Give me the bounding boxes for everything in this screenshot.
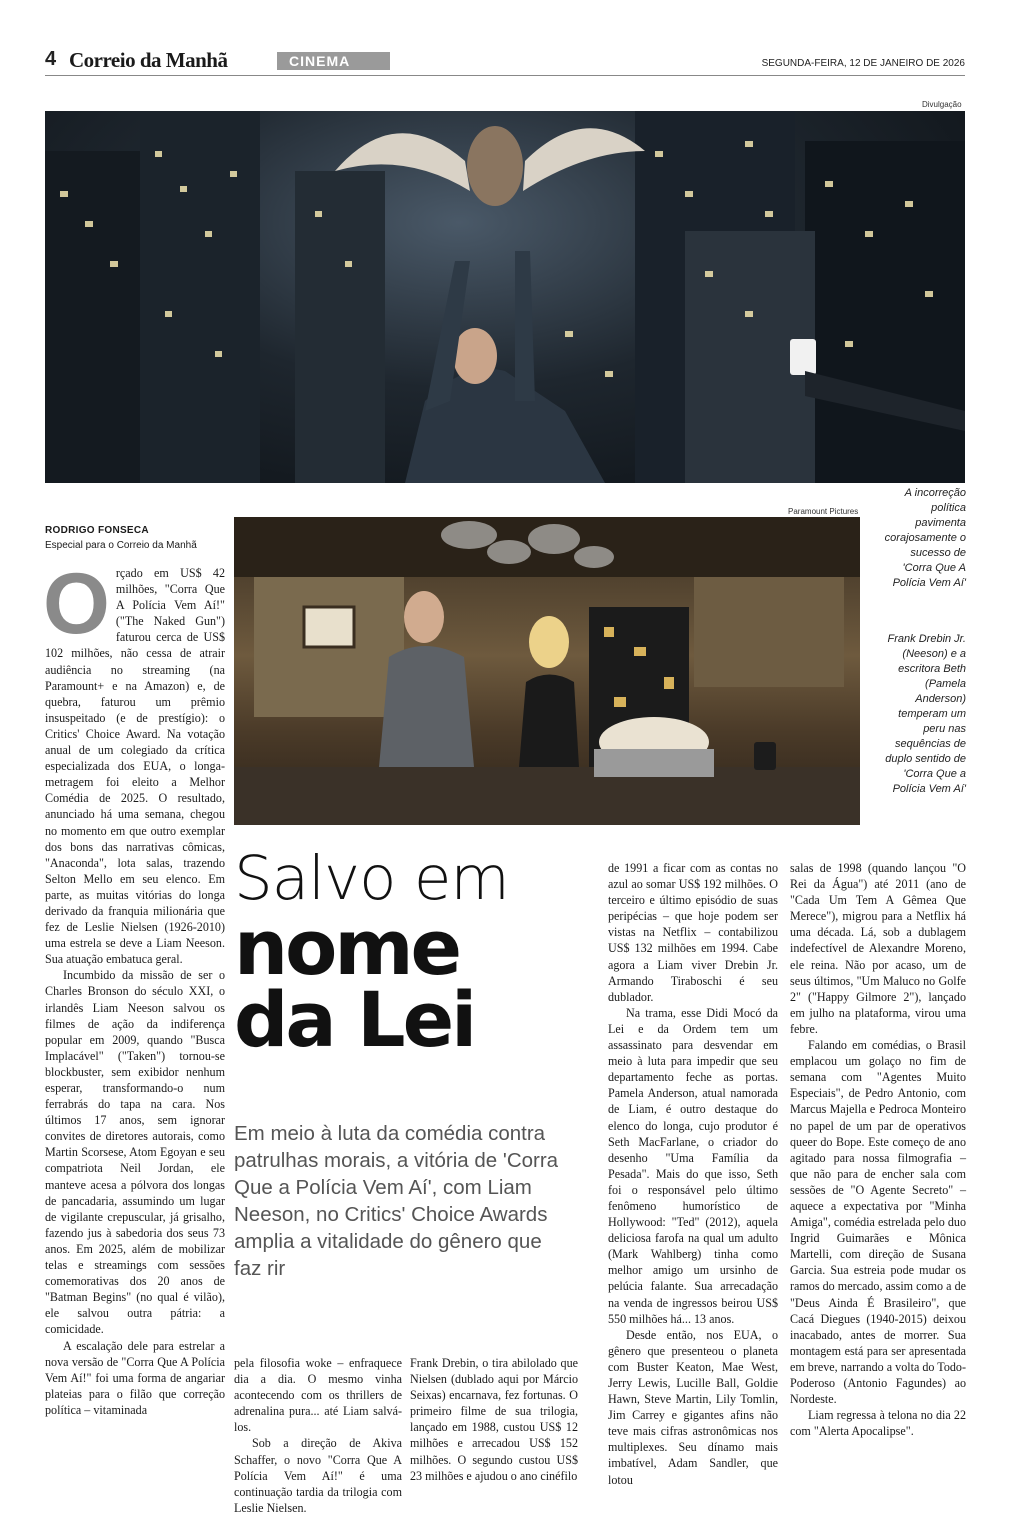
paragraph: de 1991 a ficar com as contas no azul ao somar US$ 192 milhões. O terceiro e último episódio de suas peripécias – que hoje podem ser vistas na Netflix – contabilizou US$ 132 milhões em 1994. Cabe agora a Liam viver Drebin Jr. Armando Tiraboschi é seu dublador. xyxy=(608,861,778,1004)
article-column-4 xyxy=(790,860,966,1439)
paragraph: Incumbido da missão de ser o Charles Bronson do século XXI, o irlandês Liam Neeson salvou os filmes de ação da indiferença popular em 2009, quando "Busca Implacável" ("Taken") tornou-se blockbuster, sem exibidor nenhum esperar, transformando-o num ferrabrás do tapa na cara. Nos últimos 17 anos, sem ignorar convites de diretores autorais, como Martin Scorsese, Atom Egoyan e seu compatriota Neil Jordan, ele manteve acesa a pólvora dos longas de pancadaria, assumindo um lugar de vigilante crepuscular, já grisalho, fazendo jus à sabedoria dos seus 73 anos. Em 2025, além de mobilizar telas e streamings com sessões comemorativas dos 20 anos de "Batman Begins" (no qual é vilão), ele salvou outra pátria: a comicidade. xyxy=(45,968,225,1337)
paragraph: pela filosofia woke – enfraquece dia a dia. O mesmo vinha acontecendo com os thrillers de adrenalina pura... até Liam salvá-los. xyxy=(234,1356,402,1435)
page-number: 4 xyxy=(45,48,57,70)
article-column-3a xyxy=(410,1355,578,1484)
headline-line-2: nome da Lei xyxy=(234,903,475,1064)
paragraph: Frank Drebin, o tira abilolado que Nielsen (dublado aqui por Márcio Seixas) encarnava, fez fortunas. O primeiro filme de sua trilogia, lançado em 1988, custou US$ 12 milhões e arrecadou US$ 152 milhões. O segundo custou US$ 23 milhões e ajudou o ano cinéfilo xyxy=(410,1356,578,1483)
photo-caption-kitchen: Frank Drebin Jr. (Neeson) e a escritora Beth (Pamela Anderson) temperam um peru nas sequências de duplo sentido de 'Corra Que a Polícia Vem Aí' xyxy=(885,633,966,795)
paragraph: A escalação dele para estrelar a nova versão de "Corra Que A Polícia Vem Aí!" foi uma forma de angariar plateias para o filão que correção política – vitaminada xyxy=(45,1338,225,1417)
kitchen-scene xyxy=(234,517,860,825)
article-column-1 xyxy=(43,556,225,1418)
paragraph: Sob a direção de Akiva Schaffer, o novo "Corra Que A Polícia Vem Aí!" é uma continuação tardia da trilogia com Leslie Nielsen. xyxy=(234,1436,402,1515)
dropcap-letter: O xyxy=(43,556,110,652)
issue-date: SEGUNDA-FEIRA, 12 DE JANEIRO DE 2026 xyxy=(761,58,965,69)
article-column-3b xyxy=(608,860,778,1488)
paragraph: Na trama, esse Didi Mocó da Lei e da Ordem tem um assassinato para desvendar em meio à luta para impedir que seu departamento feche as portas. Pamela Anderson, atual namorada de Liam, é outro destaque do elenco do longa, cujo produtor é Seth MacFarlane, o criador do desenho "Uma Família da Pesada". Mais do que isso, Seth foi o responsável pelo último fenômeno humorístico de Hollywood: "Ted" (2012), aquela deliciosa farofa na qual um adulto (Mark Wahlberg) tinha como melhor amigo um ursinho de pelúcia falante. Sua arrecadação na venda de ingressos beirou US$ 550 milhões há... 13 anos. xyxy=(608,1005,778,1326)
kitchen-photo-credit: Paramount Pictures xyxy=(788,507,859,516)
byline-author: RODRIGO FONSECA xyxy=(45,525,149,536)
byline-subtitle: Especial para o Correio da Manhã xyxy=(45,540,197,551)
photo-caption-top: A incorreção política pavimenta corajosamente o sucesso de 'Corra Que A Polícia Vem Aí' xyxy=(884,487,966,589)
headline-line-1: Salvo em xyxy=(234,843,509,914)
paragraph: Liam regressa à telona no dia 22 com "Alerta Apocalipse". xyxy=(790,1408,966,1439)
section-label: CINEMA xyxy=(277,52,390,70)
subheadline: Em meio à luta da comédia contra patrulhas morais, a vitória de 'Corra Que a Polícia Vem Aí', com Liam Neeson, no Critics' Choice Awards amplia a vitalidade do gênero que faz rir xyxy=(234,1122,559,1280)
paragraph: Desde então, nos EUA, o gênero que presenteou o planeta com Buster Keaton, Mae West, Jerry Lewis, Lucille Ball, Goldie Hawn, Steve Martin, Lily Tomlin, Jim Carrey e gigantes afins não teve mais cifras astronômicas nos multiplexes. Seu dínamo mais imbatível, Adam Sandler, que lotou xyxy=(608,1327,778,1487)
masthead-logo: Correio da Manhã xyxy=(69,48,228,72)
paragraph: salas de 1998 (quando lançou "O Rei da Água") até 2011 (ano de "Cada Um Tem A Gêmea Que Merece"), migrou para a Netflix há uma década. Lá, sob a dublagem indefectível de Alexandre Moreno, ele reina. Não por acaso, um de seus últimos, "Um Maluco no Golfe 2" ("Happy Gilmore 2"), lançado em julho na plataforma, virou uma febre. xyxy=(790,861,966,1036)
top-photo xyxy=(45,111,965,483)
kitchen-photo xyxy=(234,517,860,825)
page-header xyxy=(45,48,965,76)
night-city-owl-scene xyxy=(45,111,965,483)
top-photo-credit: Divulgação xyxy=(922,100,962,109)
paragraph: rçado em US$ 42 milhões, "Corra Que A Polícia Vem Aí!" ("The Naked Gun") faturou cerca de US$ 102 milhões, não cessa de atrair audiência no streaming (na Paramount+ e na Amazon) e, de quebra, faturou um prêmio insuspeitado (e de prestígio): o Critics' Choice Award. Na votação anual de um colegiado da crítica especializada dos EUA, o longa-metragem foi eleito a Melhor Comédia de 2025. O resultado, anunciado há uma semana, chegou no momento em que outro exemplar dos bons das narrativas cômicas, "Anaconda", lota salas, trazendo Selton Mello em seu elenco. Em parte, as muitas vitórias do longa derivado da franquia milionária que fez de Leslie Nielsen (1926-2010) uma estrela se deve a Liam Neeson. Sua atuação embatuca geral. xyxy=(45,566,225,967)
article-column-2 xyxy=(234,1355,402,1516)
paragraph: Falando em comédias, o Brasil emplacou um golaço no fim de semana com "Agentes Muito Especiais", de Pedro Antonio, com Marcus Majella e Pedroca Monteiro no papel de um par de operativos queer do Bope. Este começo de ano agitado para nossa filmografia – que não para de encher sala com sessões de "O Agente Secreto" – aquece a expectativa por "Minha Amiga", comédia estrelada pelo duo Ingrid Guimarães e Mônica Martelli, com direção de Susana Garcia. Sua estreia pode mudar os ramos do mercado, assim como a de "Deus Ainda É Brasileiro", que Cacá Diegues (1940-2015) deixou inacabado, antes de morrer. Sua montagem está para ser apresentada em breve, narrando a volta do Todo-Poderoso (Antonio Fagundes) ao Nordeste. xyxy=(790,1038,966,1407)
